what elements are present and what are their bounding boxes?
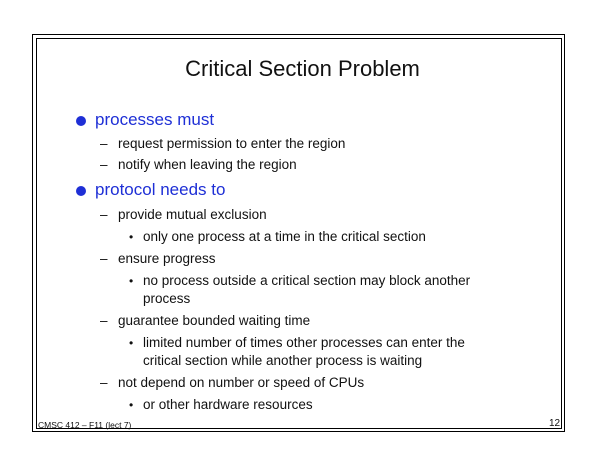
dash-icon: – — [100, 313, 108, 328]
footer-course-label: CMSC 412 – F11 (lect 7) — [38, 420, 132, 430]
small-bullet-icon: • — [129, 230, 134, 244]
detail-limited-line1: limited number of times other processes can enter the — [143, 335, 465, 350]
slide-title: Critical Section Problem — [185, 56, 420, 81]
bullet-dot-icon — [76, 116, 86, 126]
dash-icon: – — [100, 157, 108, 172]
detail-no-block-line2: process — [143, 291, 191, 306]
dash-icon: – — [100, 251, 108, 266]
bullet-processes-must: processes must — [95, 110, 215, 129]
sub-notify-leaving: notify when leaving the region — [118, 157, 297, 172]
sub-mutual-exclusion: provide mutual exclusion — [118, 207, 267, 222]
small-bullet-icon: • — [129, 336, 134, 350]
detail-no-block-line1: no process outside a critical section may block another — [143, 273, 471, 288]
small-bullet-icon: • — [129, 398, 134, 412]
dash-icon: – — [100, 136, 108, 151]
sub-ensure-progress: ensure progress — [118, 251, 216, 266]
page-number: 12 — [549, 418, 561, 429]
small-bullet-icon: • — [129, 274, 134, 288]
bullet-dot-icon — [76, 186, 86, 196]
sub-bounded-waiting: guarantee bounded waiting time — [118, 313, 311, 328]
dash-icon: – — [100, 375, 108, 390]
sub-cpu-speed: not depend on number or speed of CPUs — [118, 375, 365, 390]
dash-icon: – — [100, 207, 108, 222]
bullet-protocol-needs: protocol needs to — [95, 180, 226, 199]
detail-limited-line2: critical section while another process is waiting — [143, 353, 423, 368]
detail-hardware: or other hardware resources — [143, 397, 313, 412]
detail-one-process: only one process at a time in the critical section — [143, 229, 426, 244]
sub-request-permission: request permission to enter the region — [118, 136, 346, 151]
